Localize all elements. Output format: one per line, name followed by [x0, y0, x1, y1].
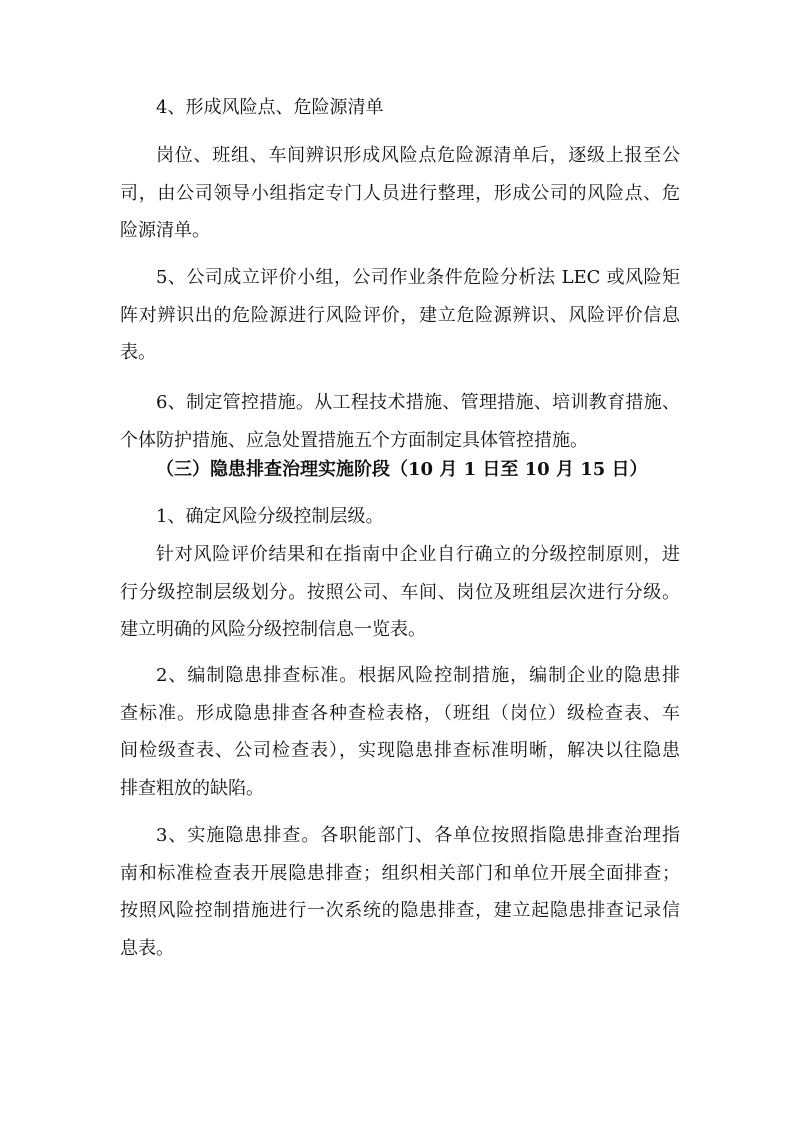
- heading-text: （三）隐患排查治理实施阶段（10 月 1 日至 10 月 15 日）: [156, 459, 648, 480]
- text-line: 查标准。形成隐患排查各种查检表格，（班组（岗位）级检查表、车: [120, 702, 680, 724]
- text-line: 针对风险评价结果和在指南中企业自行确立的分级控制原则，进: [156, 544, 680, 565]
- text-line: 5、公司成立评价小组，公司作业条件危险分析法 LEC 或风险矩: [156, 267, 680, 288]
- text-line: 排查粗放的缺陷。: [120, 777, 264, 799]
- sec3-item-1-title: [120, 498, 680, 536]
- text-line: 建立明确的风险分级控制信息一览表。: [120, 619, 426, 640]
- item-6: [120, 384, 680, 459]
- item-5: [120, 259, 680, 372]
- text-line: 个体防护措施、应急处置措施五个方面制定具体管控措施。: [120, 429, 588, 451]
- text-line: 险源清单。: [120, 220, 210, 241]
- text-line: 6、制定管控措施。从工程技术措施、管理措施、培训教育措施、: [156, 392, 680, 413]
- sec3-item-1-body: [120, 536, 680, 649]
- item-4-body: [120, 137, 680, 250]
- text-line: 4、形成风险点、危险源清单: [156, 97, 384, 118]
- text-line: 阵对辨识出的危险源进行风险评价，建立危险源辨识、风险评价信息: [120, 304, 680, 326]
- text-line: 2、编制隐患排查标准。根据风险控制措施，编制企业的隐患排: [156, 665, 680, 686]
- text-line: 表。: [120, 342, 156, 363]
- sec3-item-2: [120, 657, 680, 807]
- sec3-item-3: [120, 817, 680, 967]
- text-line: 南和标准检查表开展隐患排查；组织相关部门和单位开展全面排查；: [120, 862, 680, 884]
- text-line: 按照风险控制措施进行一次系统的隐患排查，建立起隐患排查记录信: [120, 900, 680, 921]
- text-line: 行分级控制层级划分。按照公司、车间、岗位及班组层次进行分级。: [120, 581, 680, 603]
- text-line: 3、实施隐患排查。各职能部门、各单位按照指隐患排查治理指: [156, 825, 680, 846]
- text-line: 息表。: [120, 937, 174, 959]
- text-line: 司，由公司领导小组指定专门人员进行整理，形成公司的风险点、危: [120, 182, 680, 204]
- text-line: 间检级查表、公司检查表），实现隐患排查标准明晰，解决以往隐患: [120, 740, 680, 761]
- text-line: 岗位、班组、车间辨识形成风险点危险源清单后，逐级上报至公: [156, 145, 680, 166]
- section-3-heading: [120, 451, 680, 489]
- text-line: 1、确定风险分级控制层级。: [156, 506, 384, 527]
- item-4-title: [120, 89, 680, 127]
